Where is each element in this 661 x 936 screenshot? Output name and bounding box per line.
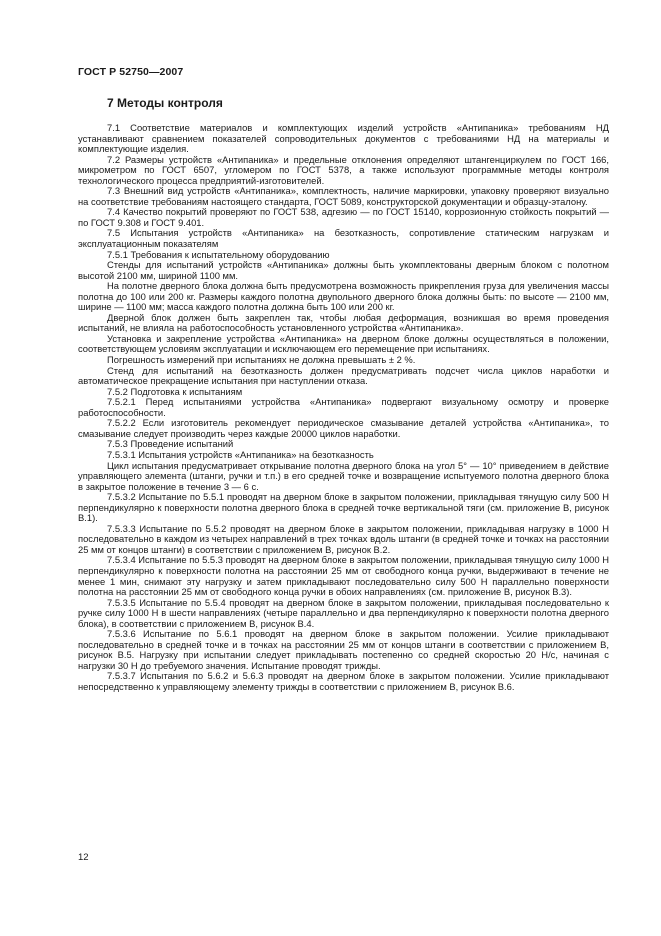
paragraph-7-5-1: 7.5.1 Требования к испытательному оборудованию (107, 248, 330, 260)
paragraph-door-fixing: Дверной блок должен быть закреплен так, чтобы любая деформация, возникшая во время проведения испытаний, не влияла на работоспособность установленного устройства «Антипаника». (78, 311, 609, 334)
paragraph-7-5-3-4: 7.5.3.4 Испытание по 5.5.3 проводят на дверном блоке в закрытом положении, прикладывая тянущую силу 1000 Н перпендикулярно к поверхности полотна на расстоянии 25 мм от свободного конца ручки, выдерживают в течение не менее 1 мин, снимают эту нагрузку и затем прикладывают последовательно силу 500 Н параллельно поверхности полотна на расстоянии 25 мм от свободного конца ручки в обоих направлениях (см. приложение В, рисунок В.3). (78, 554, 609, 598)
paragraph-7-5-3-7: 7.5.3.7 Испытания по 5.6.2 и 5.6.3 проводят на дверном блоке в закрытом положении. Усилие прикладывают непосредственно к управляющему элементу трижды в соответствии с приложением В, рисунок В.6. (78, 670, 609, 692)
paragraph-7-3: 7.3 Внешний вид устройств «Антипаника», комплектность, наличие маркировки, упаковку проверяют визуально на соответствие требованиям настоящего стандарта, ГОСТ 5089, конструкторской документации и образцу-эталону. (78, 185, 609, 207)
paragraph-stand-requirements: Стенды для испытаний устройств «Антипаника» должны быть укомплектованы дверным блоком с полотном высотой 2100 мм, шириной 1100 мм. (78, 259, 609, 281)
paragraph-7-5-3-6: 7.5.3.6 Испытание по 5.6.1 проводят на дверном блоке в закрытом положении. Усилие прикладывают последовательно в средней точке и в точках на расстоянии 25 мм от концов штанги в соответствии с приложением В, рисунок В.5. Нагрузку при испытании следует прикладывать постепенно со средней скоростью 20 Н/с, начиная с нагрузки 30 Н до требуемого значения. Испытание проводят трижды. (78, 628, 609, 671)
page-number: 12 (78, 852, 89, 863)
paragraph-7-5-2-1: 7.5.2.1 Перед испытаниями устройства «Антипаника» подвергают визуальному осмотру и проверке работоспособности. (78, 396, 609, 418)
section-title: 7 Методы контроля (107, 96, 223, 110)
paragraph-7-5: 7.5 Испытания устройств «Антипаника» на безотказность, сопротивление статическим нагрузкам и эксплуатационным показателям (78, 227, 609, 250)
paragraph-7-5-3-2: 7.5.3.2 Испытание по 5.5.1 проводят на дверном блоке в закрытом положении, прикладывая тянущую силу 500 Н перпендикулярно к поверхности полотна дверного блока в средней точке вертикальной тяги (см. приложение В, рисунок В.1). (78, 491, 609, 524)
document-header: ГОСТ Р 52750—2007 (78, 66, 184, 78)
paragraph-7-5-2-2: 7.5.2.2 Если изготовитель рекомендует периодическое смазывание деталей устройства «Антипаника», то смазывание следует производить через каждые 20000 циклов наработки. (78, 417, 609, 439)
paragraph-7-5-3-3: 7.5.3.3 Испытание по 5.5.2 проводят на дверном блоке в закрытом положении, прикладывая нагрузку в 1000 Н последовательно в каждом из четырех направлений в трех точках вдоль штанги (в средней точке и точках на расстоянии 25 мм от концов штанги) в соответствии с приложением В, рисунок В.2. (78, 522, 609, 555)
paragraph-device-installation: Установка и закрепление устройства «Антипаника» на дверном блоке должны осуществляться в положении, соответствующем условиям эксплуатации и исключающем его перемещение при испытаниях. (78, 332, 609, 355)
paragraph-7-4: 7.4 Качество покрытий проверяют по ГОСТ 538, адгезию — по ГОСТ 15140, коррозионную стойкость покрытий — по ГОСТ 9.308 и ГОСТ 9.401. (78, 206, 609, 228)
paragraph-7-5-2: 7.5.2 Подготовка к испытаниям (107, 385, 243, 397)
body-text (78, 123, 609, 693)
paragraph-cycle-counter: Стенд для испытаний на безотказность должен предусматривать подсчет числа циклов наработки и автоматическое прекращение испытания при наступлении отказа. (78, 364, 609, 387)
paragraph-measurement-error: Погрешность измерений при испытаниях не должна превышать ± 2 %. (107, 354, 416, 366)
paragraph-7-2: 7.2 Размеры устройств «Антипаника» и предельные отклонения определяют штангенциркулем по ГОСТ 166, микрометром по ГОСТ 6507, угломером по ГОСТ 5378, а также используют программные методы контроля технологического процесса предприятий-изготовителей. (78, 153, 609, 186)
paragraph-7-5-3: 7.5.3 Проведение испытаний (107, 438, 234, 450)
paragraph-load-attachment: На полотне дверного блока должна быть предусмотрена возможность прикрепления груза для увеличения массы полотна до 100 или 200 кг. Размеры каждого полотна двупольного дверного блока должны быть: по высоте — 2100 мм, ширине — 1100 мм; масса каждого полотна должна быть 100 или 200 кг. (78, 280, 609, 313)
paragraph-test-cycle: Цикл испытания предусматривает открывание полотна дверного блока на угол 5° — 10° приведением в действие управляющего элемента (штанги, ручки и т.п.) в его средней точке и возвращение испытуемого полотна дверного блока в закрытое положение в течение 3 — 6 с. (78, 459, 609, 492)
paragraph-7-5-3-5: 7.5.3.5 Испытание по 5.5.4 проводят на дверном блоке в закрытом положении, прикладывая последовательно к ручке силу 1000 Н в шести направлениях (четыре параллельно и два перпендикулярно к поверхности полотна дверного блока), в соответствии с приложением В, рисунок В.4. (78, 596, 609, 629)
paragraph-7-5-3-1: 7.5.3.1 Испытания устройств «Антипаника» на безотказность (107, 448, 374, 460)
paragraph-7-1: 7.1 Соответствие материалов и комплектующих изделий устройств «Антипаника» требованиям НД устанавливают сравнением показателей сопроводительных документов с требованиями НД на материалы и комплектующие изделия. (78, 122, 609, 155)
